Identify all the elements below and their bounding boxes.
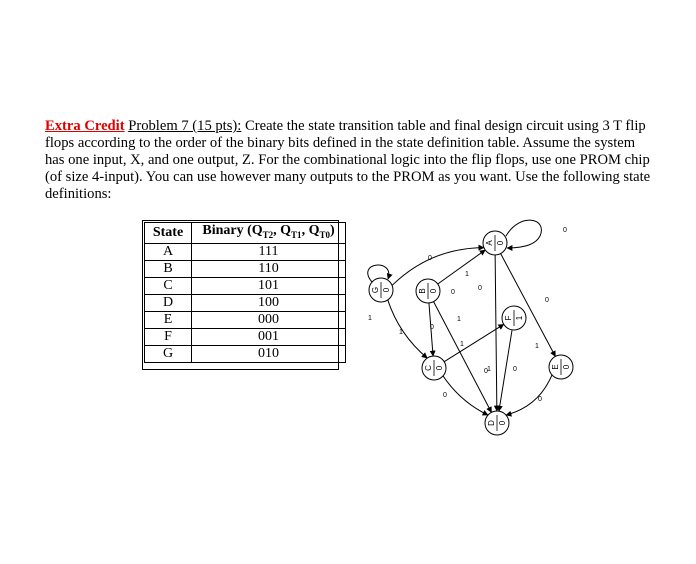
state-node-d xyxy=(485,411,509,435)
transition-g-to-c xyxy=(388,300,428,358)
transition-c-to-d xyxy=(443,376,488,415)
transition-label: 0 xyxy=(428,255,432,262)
state-output: 0 xyxy=(429,288,438,294)
transition-label: 1 xyxy=(368,315,372,322)
binary-cell: 110 xyxy=(192,260,346,277)
state-node-f xyxy=(502,306,526,330)
transition-e-to-d xyxy=(506,375,552,415)
transition-label: 1 xyxy=(465,271,469,278)
state-output: 0 xyxy=(382,287,391,293)
transition-label: 0 xyxy=(478,285,482,292)
extra-credit-label: Extra Credit xyxy=(45,118,125,134)
transition-c-to-f xyxy=(444,324,504,361)
t2-subscript: T2 xyxy=(262,229,274,240)
state-cell: E xyxy=(145,311,192,328)
transition-label: 1 xyxy=(399,329,403,336)
transition-label: 0 xyxy=(451,289,455,296)
transition-labels xyxy=(368,227,567,403)
state-name: F xyxy=(504,315,513,321)
binary-cell: 100 xyxy=(192,294,346,311)
t0-subscript: T0 xyxy=(319,229,330,240)
binary-cell: 101 xyxy=(192,277,346,294)
t1-subscript: T1 xyxy=(291,229,302,240)
transition-b-to-a xyxy=(438,250,485,284)
state-cell: B xyxy=(145,260,192,277)
state-cell: G xyxy=(145,345,192,362)
state-name: B xyxy=(418,288,427,294)
state-node-g xyxy=(369,278,393,302)
state-cell: F xyxy=(145,328,192,345)
transition-label: 1 xyxy=(535,343,539,350)
transition-label: 0 xyxy=(443,392,447,399)
binary-cell: 001 xyxy=(192,328,346,345)
transition-label: 1 xyxy=(457,316,461,323)
state-name: A xyxy=(485,240,494,246)
transition-label: 1 xyxy=(487,366,491,373)
transition-label: 0 xyxy=(484,368,488,375)
state-output: 0 xyxy=(496,240,505,246)
state-output: 1 xyxy=(515,315,524,321)
state-output: 0 xyxy=(498,420,507,426)
problem-number: Problem 7 (15 pts): xyxy=(128,118,242,134)
state-cell: C xyxy=(145,277,192,294)
transition-edges xyxy=(368,220,556,415)
problem-body: Create the state transition table and final design circuit using 3 T flip flops according to the order of the binary bits defined in the state definition table. Assume the system has one input, X, and one output, Z. For the combinational logic into the flip flops, use one PROM chip (of size 4-input). You can use however many outputs to the PROM as you want. Use the following state definitions: xyxy=(45,118,651,202)
state-output: 0 xyxy=(562,364,571,370)
state-name: G xyxy=(371,286,380,294)
transition-g-to-a xyxy=(392,248,484,286)
binary-cell: 000 xyxy=(192,311,346,328)
binary-header-prefix: Binary (Q xyxy=(202,223,263,238)
self-loop-a xyxy=(506,220,541,248)
header-comma-1: , Q xyxy=(273,223,292,238)
transition-label: 0 xyxy=(513,366,517,373)
state-cell: A xyxy=(145,243,192,260)
state-output: 0 xyxy=(435,365,444,371)
state-name: D xyxy=(487,420,496,426)
state-cell: D xyxy=(145,294,192,311)
header-close-paren: ) xyxy=(329,223,335,238)
binary-cell: 111 xyxy=(192,243,346,260)
transition-label: 0 xyxy=(538,396,542,403)
state-column-header: State xyxy=(145,223,192,244)
state-node-e xyxy=(549,355,573,379)
transition-label: 0 xyxy=(430,324,434,331)
transition-a-to-d xyxy=(495,255,497,411)
transition-label: 0 xyxy=(563,227,567,234)
state-node-a xyxy=(483,231,507,255)
transition-label: 0 xyxy=(545,297,549,304)
state-name: C xyxy=(424,365,433,371)
transition-f-to-d xyxy=(499,330,512,411)
header-comma-2: , Q xyxy=(301,223,320,238)
state-node-c xyxy=(422,356,446,380)
transition-label: 1 xyxy=(460,341,464,348)
state-name: E xyxy=(551,364,560,370)
transition-a-to-e xyxy=(501,254,556,357)
state-node-b xyxy=(416,279,440,303)
binary-cell: 010 xyxy=(192,345,346,362)
